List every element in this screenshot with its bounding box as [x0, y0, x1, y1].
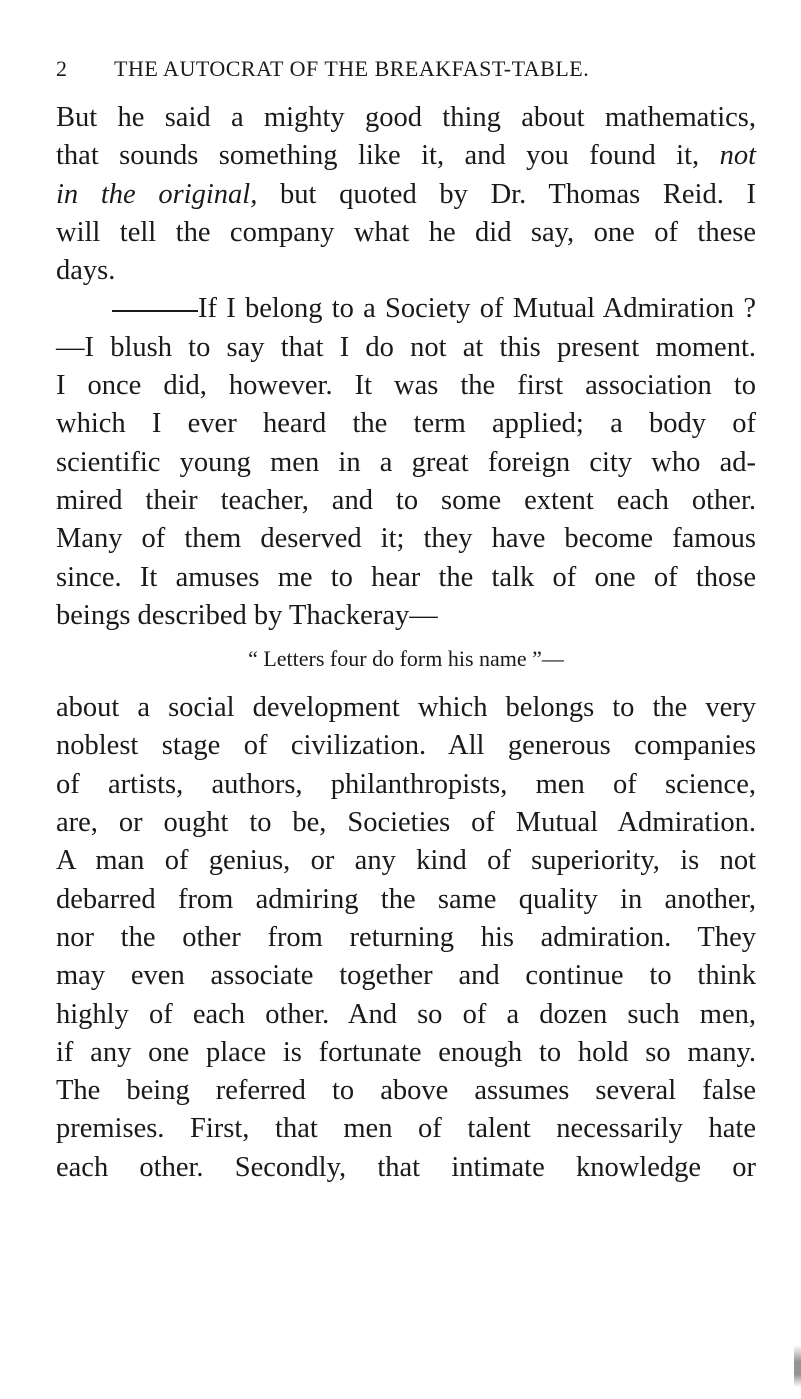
text-line: noblest stage of civilization. All generous companies [56, 730, 756, 762]
text-line: that sounds something like it, and you found it, not [56, 140, 757, 172]
text-line: about a social development which belongs to the very [56, 692, 756, 724]
text-line: if any one place is fortunate enough to hold so many. [56, 1036, 756, 1068]
scan-edge-mark [794, 1345, 801, 1387]
text-line: But he said a mighty good thing about mathematics, [56, 102, 756, 133]
text-line: highly of each other. And so of a dozen such men, [56, 998, 756, 1030]
emphasis-text: not [719, 140, 757, 172]
text-line: in the original, but quoted by Dr. Thomas Reid. I [56, 178, 757, 210]
text-line: premises. First, that men of talent necessarily hate [56, 1113, 756, 1145]
text-line: The being referred to above assumes several false [56, 1075, 756, 1107]
text-line: each other. Secondly, that intimate knowledge or [56, 1151, 756, 1183]
epigraph-quote: “ Letters four do form his name ”— [248, 646, 564, 672]
text-line: If I belong to a Society of Mutual Admiration ? [56, 290, 756, 328]
text-line: I once did, however. It was the first association to [56, 370, 756, 402]
page-number: 2 [56, 56, 68, 81]
text-line: are, or ought to be, Societies of Mutual Admiration. [56, 807, 756, 839]
text-line: which I ever heard the term applied; a body of [56, 408, 756, 440]
text-line: A man of genius, or any kind of superiority, is not [56, 845, 756, 877]
em-dash-rule [112, 310, 198, 312]
text-line: will tell the company what he did say, one of these [56, 216, 756, 248]
text-line: since. It amuses me to hear the talk of one of those [56, 561, 756, 593]
text-line: —I blush to say that I do not at this present moment. [56, 331, 756, 363]
running-head-title: THE AUTOCRAT OF THE BREAKFAST-TABLE. [114, 56, 590, 81]
text-line: scientific young men in a great foreign city who ad- [56, 446, 756, 478]
text-line: debarred from admiring the same quality in another, [56, 883, 756, 915]
running-head [56, 56, 756, 88]
text-line: days. [56, 255, 116, 287]
text-line: of artists, authors, philanthropists, men of science, [56, 768, 756, 800]
text-line: Many of them deserved it; they have become famous [56, 523, 756, 555]
text-line: beings described by Thackeray— [56, 599, 438, 631]
body-text [56, 99, 756, 1187]
emphasis-text: in the original, [56, 178, 258, 210]
text-line: nor the other from returning his admiration. They [56, 921, 756, 953]
text-line: may even associate together and continue to think [56, 960, 756, 992]
text-line: mired their teacher, and to some extent each other. [56, 484, 756, 516]
